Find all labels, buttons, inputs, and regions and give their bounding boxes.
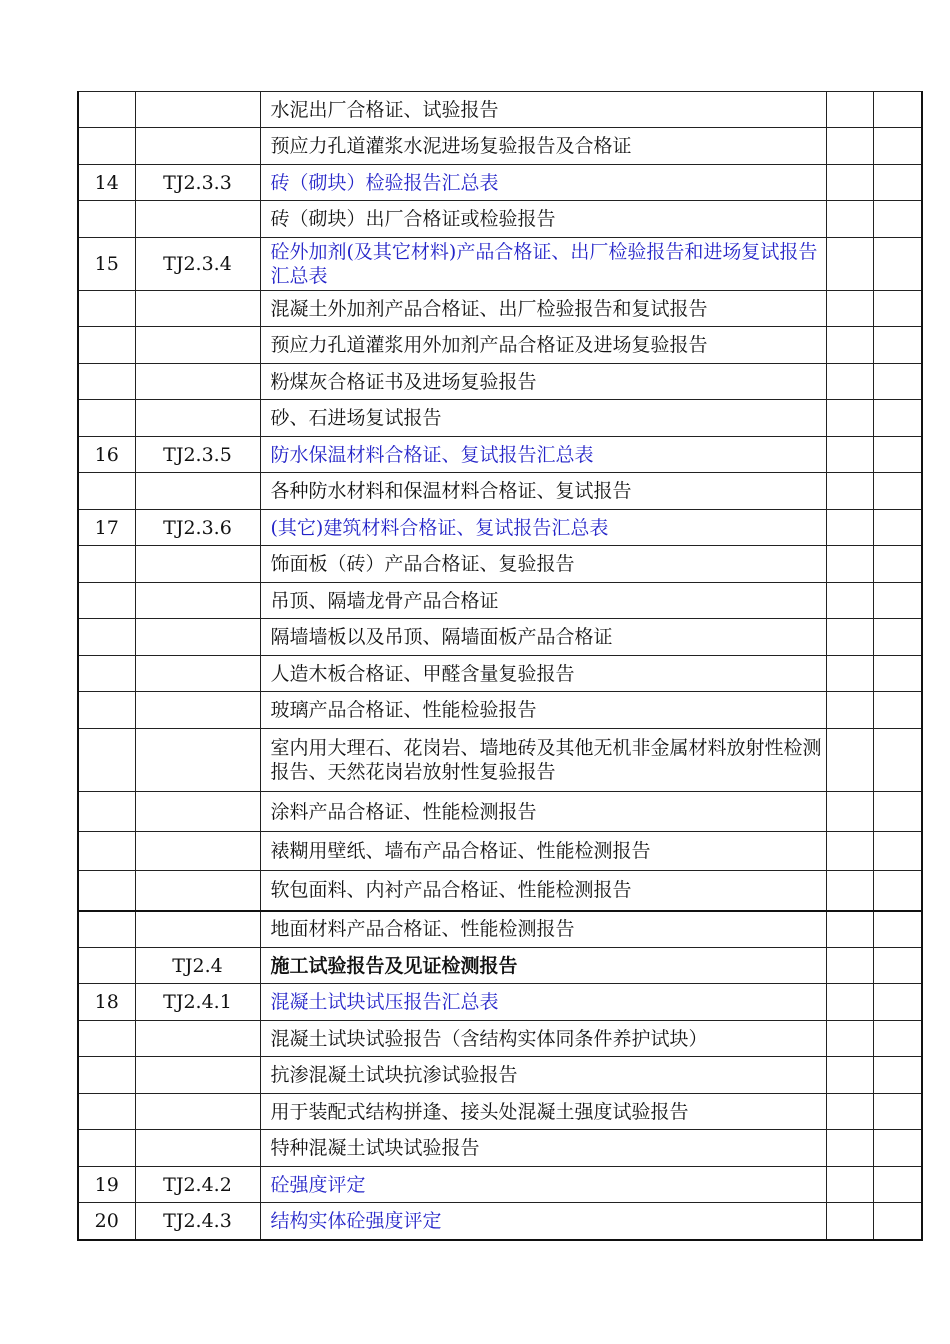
row-number: [78, 364, 135, 400]
empty-cell: [826, 656, 873, 692]
empty-cell: [826, 165, 873, 201]
empty-cell: [826, 291, 873, 327]
empty-cell: [826, 984, 873, 1021]
row-number: [78, 792, 135, 832]
document-item: 裱糊用壁纸、墙布产品合格证、性能检测报告: [260, 832, 826, 871]
row-code: TJ2.3.5: [135, 437, 260, 473]
empty-cell: [826, 692, 873, 729]
table-row: [78, 165, 922, 201]
table-row: [78, 201, 922, 238]
empty-cell: [873, 201, 922, 238]
empty-cell: [826, 729, 873, 792]
empty-cell: [826, 1203, 873, 1240]
table-row: [78, 546, 922, 583]
empty-cell: [826, 437, 873, 473]
row-code: [135, 1094, 260, 1130]
document-item: 饰面板（砖）产品合格证、复验报告: [260, 546, 826, 583]
row-code: [135, 792, 260, 832]
document-item: 砂、石进场复试报告: [260, 400, 826, 437]
document-item: 室内用大理石、花岗岩、墙地砖及其他无机非金属材料放射性检测报告、天然花岗岩放射性复验报告: [260, 729, 826, 792]
row-code: [135, 473, 260, 510]
empty-cell: [873, 692, 922, 729]
empty-cell: [826, 400, 873, 437]
summary-table-link[interactable]: 混凝土试块试压报告汇总表: [260, 984, 826, 1021]
document-item: 特种混凝土试块试验报告: [260, 1130, 826, 1167]
table-row: [78, 1203, 922, 1240]
table-row: [78, 1167, 922, 1203]
row-number: [78, 327, 135, 364]
row-number: [78, 832, 135, 871]
row-number: [78, 911, 135, 948]
row-number: 15: [78, 238, 135, 291]
document-item: 隔墙墙板以及吊顶、隔墙面板产品合格证: [260, 619, 826, 656]
empty-cell: [873, 911, 922, 948]
table-row: [78, 583, 922, 619]
empty-cell: [873, 619, 922, 656]
row-code: TJ2.3.4: [135, 238, 260, 291]
empty-cell: [873, 729, 922, 792]
row-number: 14: [78, 165, 135, 201]
empty-cell: [873, 792, 922, 832]
row-code: TJ2.4.1: [135, 984, 260, 1021]
document-item: 软包面料、内衬产品合格证、性能检测报告: [260, 871, 826, 911]
document-item: 地面材料产品合格证、性能检测报告: [260, 911, 826, 948]
empty-cell: [826, 1021, 873, 1057]
row-number: 19: [78, 1167, 135, 1203]
row-code: TJ2.4: [135, 948, 260, 984]
empty-cell: [873, 128, 922, 165]
table-row: [78, 92, 922, 128]
row-number: [78, 619, 135, 656]
empty-cell: [826, 583, 873, 619]
document-item: 人造木板合格证、甲醛含量复验报告: [260, 656, 826, 692]
row-code: [135, 729, 260, 792]
empty-cell: [873, 1021, 922, 1057]
table-row: [78, 692, 922, 729]
empty-cell: [826, 92, 873, 128]
row-number: [78, 656, 135, 692]
table-row: [78, 948, 922, 984]
table-row: [78, 1057, 922, 1094]
table-row: [78, 1094, 922, 1130]
table-row: [78, 400, 922, 437]
empty-cell: [826, 792, 873, 832]
table-row: [78, 1130, 922, 1167]
table-row: [78, 238, 922, 291]
document-item: 玻璃产品合格证、性能检验报告: [260, 692, 826, 729]
document-item: 预应力孔道灌浆水泥进场复验报告及合格证: [260, 128, 826, 165]
empty-cell: [826, 510, 873, 546]
table-row: [78, 327, 922, 364]
table-row: [78, 656, 922, 692]
row-number: [78, 400, 135, 437]
empty-cell: [826, 911, 873, 948]
row-number: [78, 729, 135, 792]
empty-cell: [873, 400, 922, 437]
row-code: [135, 692, 260, 729]
document-item: 砖（砌块）出厂合格证或检验报告: [260, 201, 826, 238]
document-item: 粉煤灰合格证书及进场复验报告: [260, 364, 826, 400]
document-item: 预应力孔道灌浆用外加剂产品合格证及进场复验报告: [260, 327, 826, 364]
document-item: 各种防水材料和保温材料合格证、复试报告: [260, 473, 826, 510]
row-code: [135, 619, 260, 656]
table-row: [78, 364, 922, 400]
empty-cell: [873, 437, 922, 473]
summary-table-link[interactable]: 砖（砌块）检验报告汇总表: [260, 165, 826, 201]
empty-cell: [873, 1203, 922, 1240]
empty-cell: [826, 1094, 873, 1130]
row-number: [78, 291, 135, 327]
document-item: 涂料产品合格证、性能检测报告: [260, 792, 826, 832]
empty-cell: [826, 201, 873, 238]
row-code: [135, 656, 260, 692]
row-number: [78, 473, 135, 510]
empty-cell: [826, 948, 873, 984]
summary-table-link[interactable]: 砼强度评定: [260, 1167, 826, 1203]
section-heading: 施工试验报告及见证检测报告: [260, 948, 826, 984]
row-code: [135, 871, 260, 911]
document-item: 用于装配式结构拼逢、接头处混凝土强度试验报告: [260, 1094, 826, 1130]
empty-cell: [826, 619, 873, 656]
row-number: 16: [78, 437, 135, 473]
table-row: [78, 437, 922, 473]
row-code: [135, 201, 260, 238]
row-code: TJ2.3.6: [135, 510, 260, 546]
empty-cell: [873, 473, 922, 510]
row-number: [78, 692, 135, 729]
row-number: 17: [78, 510, 135, 546]
summary-table-link[interactable]: (其它)建筑材料合格证、复试报告汇总表: [260, 510, 826, 546]
table-row: [78, 729, 922, 792]
table-row: [78, 619, 922, 656]
row-number: [78, 92, 135, 128]
row-number: [78, 1094, 135, 1130]
row-code: [135, 583, 260, 619]
row-number: [78, 128, 135, 165]
empty-cell: [873, 1094, 922, 1130]
document-item: 水泥出厂合格证、试验报告: [260, 92, 826, 128]
row-code: TJ2.4.3: [135, 1203, 260, 1240]
row-code: [135, 327, 260, 364]
row-code: [135, 92, 260, 128]
document-item: 混凝土外加剂产品合格证、出厂检验报告和复试报告: [260, 291, 826, 327]
table-row: [78, 291, 922, 327]
empty-cell: [826, 128, 873, 165]
empty-cell: [826, 327, 873, 364]
empty-cell: [873, 1130, 922, 1167]
row-number: [78, 1021, 135, 1057]
table-row: [78, 473, 922, 510]
empty-cell: [873, 327, 922, 364]
empty-cell: [826, 1130, 873, 1167]
empty-cell: [826, 364, 873, 400]
empty-cell: [873, 238, 922, 291]
document-item: 吊顶、隔墙龙骨产品合格证: [260, 583, 826, 619]
summary-table-link[interactable]: 结构实体砼强度评定: [260, 1203, 826, 1240]
row-code: [135, 1057, 260, 1094]
table-row: [78, 128, 922, 165]
row-code: [135, 364, 260, 400]
empty-cell: [826, 1167, 873, 1203]
row-number: 18: [78, 984, 135, 1021]
empty-cell: [826, 473, 873, 510]
empty-cell: [873, 364, 922, 400]
summary-table-link[interactable]: 砼外加剂(及其它材料)产品合格证、出厂检验报告和进场复试报告汇总表: [260, 238, 826, 291]
row-code: TJ2.3.3: [135, 165, 260, 201]
row-code: [135, 1130, 260, 1167]
row-code: [135, 291, 260, 327]
empty-cell: [826, 1057, 873, 1094]
empty-cell: [873, 1057, 922, 1094]
empty-cell: [873, 832, 922, 871]
empty-cell: [873, 546, 922, 583]
empty-cell: [873, 583, 922, 619]
empty-cell: [826, 871, 873, 911]
row-code: [135, 400, 260, 437]
row-number: [78, 1130, 135, 1167]
empty-cell: [873, 984, 922, 1021]
row-number: [78, 948, 135, 984]
table-row: [78, 1021, 922, 1057]
table-row: [78, 832, 922, 871]
empty-cell: [873, 92, 922, 128]
empty-cell: [873, 1167, 922, 1203]
row-number: [78, 201, 135, 238]
empty-cell: [826, 546, 873, 583]
summary-table-link[interactable]: 防水保温材料合格证、复试报告汇总表: [260, 437, 826, 473]
row-code: [135, 128, 260, 165]
document-item: 抗渗混凝土试块抗渗试验报告: [260, 1057, 826, 1094]
row-code: TJ2.4.2: [135, 1167, 260, 1203]
row-number: [78, 1057, 135, 1094]
row-number: [78, 583, 135, 619]
document-item: 混凝土试块试验报告（含结构实体同条件养护试块）: [260, 1021, 826, 1057]
empty-cell: [873, 656, 922, 692]
row-number: 20: [78, 1203, 135, 1240]
records-table: [77, 91, 923, 1241]
empty-cell: [873, 165, 922, 201]
empty-cell: [826, 238, 873, 291]
empty-cell: [873, 291, 922, 327]
table-row: [78, 911, 922, 948]
empty-cell: [826, 832, 873, 871]
row-number: [78, 546, 135, 583]
table-row: [78, 792, 922, 832]
empty-cell: [873, 948, 922, 984]
row-code: [135, 832, 260, 871]
table-row: [78, 871, 922, 911]
table-row: [78, 984, 922, 1021]
row-code: [135, 546, 260, 583]
empty-cell: [873, 871, 922, 911]
table-row: [78, 510, 922, 546]
row-code: [135, 911, 260, 948]
row-number: [78, 871, 135, 911]
row-code: [135, 1021, 260, 1057]
records-table-body: [78, 92, 922, 1240]
empty-cell: [873, 510, 922, 546]
